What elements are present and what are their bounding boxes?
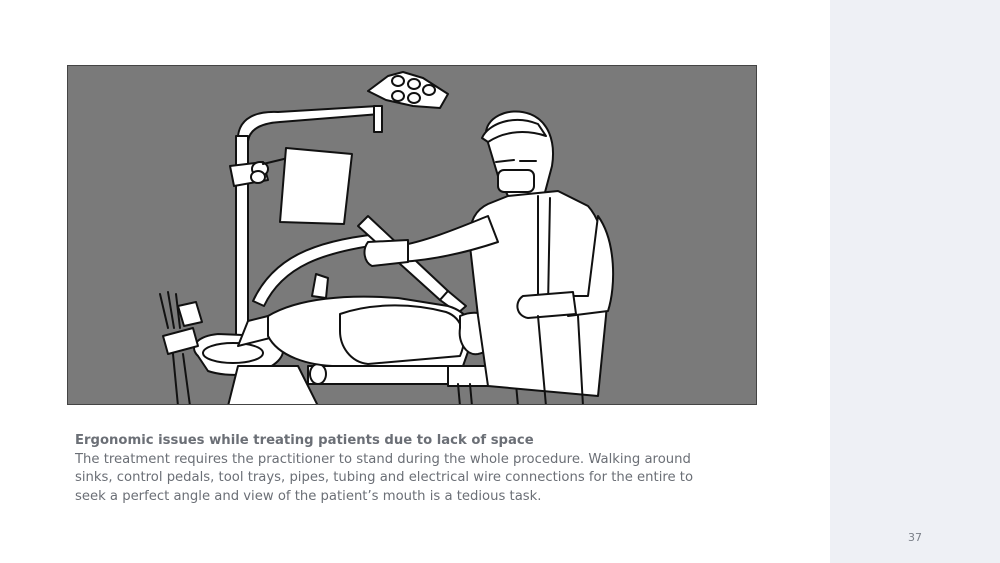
monitor xyxy=(263,148,352,224)
page-number: 37 xyxy=(908,531,922,544)
dental-illustration xyxy=(67,65,757,405)
caption-body: The treatment requires the practitioner to stand during the whole procedure. Walking around sinks, control pedals, tool trays, pipes, tubing and electrical wire connections for the entire to seek a perfect angle and view of the patient’s mouth is a tedious task. xyxy=(75,451,694,504)
dental-light xyxy=(238,72,448,141)
caption xyxy=(75,432,715,506)
caption-title: Ergonomic issues while treating patients due to lack of space xyxy=(75,433,534,448)
slide-sidebar xyxy=(830,0,1000,563)
